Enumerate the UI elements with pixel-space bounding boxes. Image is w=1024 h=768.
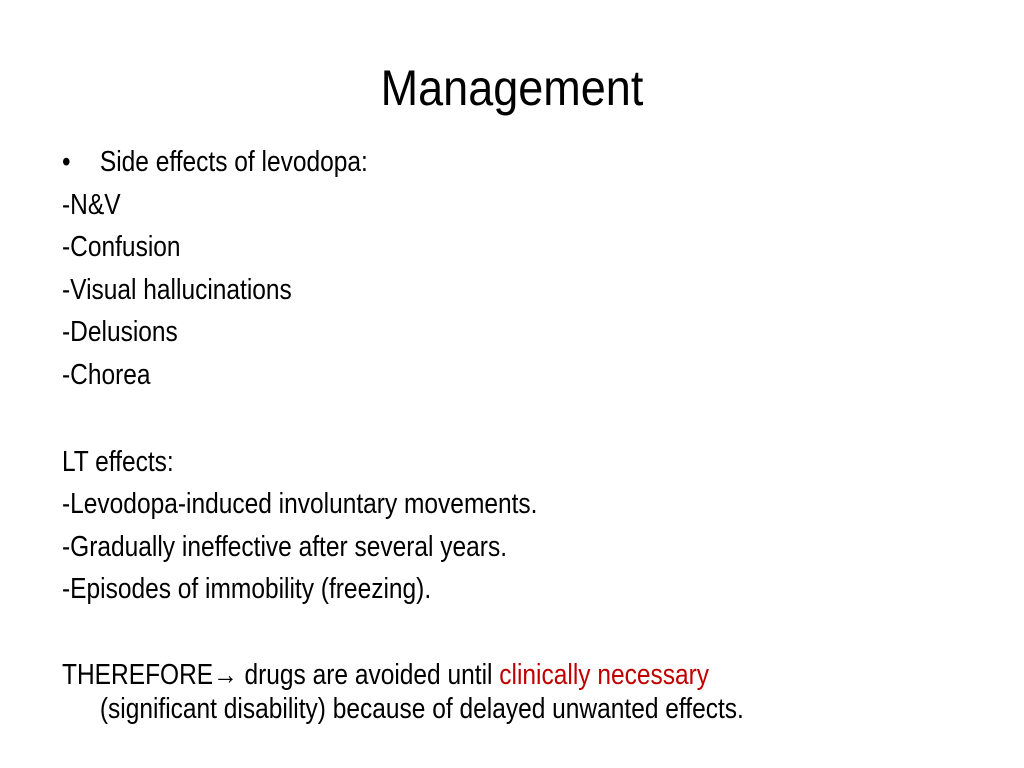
bullet-dot: • <box>62 146 71 178</box>
lt-effect-item: -Episodes of immobility (freezing). <box>62 573 432 605</box>
lt-effect-item: -Gradually ineffective after several years. <box>62 531 508 563</box>
side-effect-item: -Chorea <box>62 359 151 391</box>
slide-title: Management <box>380 60 644 116</box>
side-effect-item: -Delusions <box>62 316 178 348</box>
lt-effect-item: -Levodopa-induced involuntary movements. <box>62 488 538 520</box>
conclusion-line <box>62 658 709 692</box>
conclusion-text: drugs are avoided until <box>237 659 500 691</box>
bullet-text: Side effects of levodopa: <box>99 146 368 178</box>
side-effect-item: -Confusion <box>62 231 181 263</box>
conclusion-line-2: (significant disability) because of delayed unwanted effects. <box>99 693 744 725</box>
bullet-line <box>62 145 368 179</box>
side-effect-item: -Visual hallucinations <box>62 274 292 306</box>
conclusion-lead: THEREFORE <box>62 659 214 691</box>
side-effect-item: -N&V <box>62 189 121 221</box>
arrow-right-icon: → <box>213 659 238 691</box>
conclusion-highlight: clinically necessary <box>499 659 710 691</box>
lt-heading: LT effects: <box>62 446 174 478</box>
